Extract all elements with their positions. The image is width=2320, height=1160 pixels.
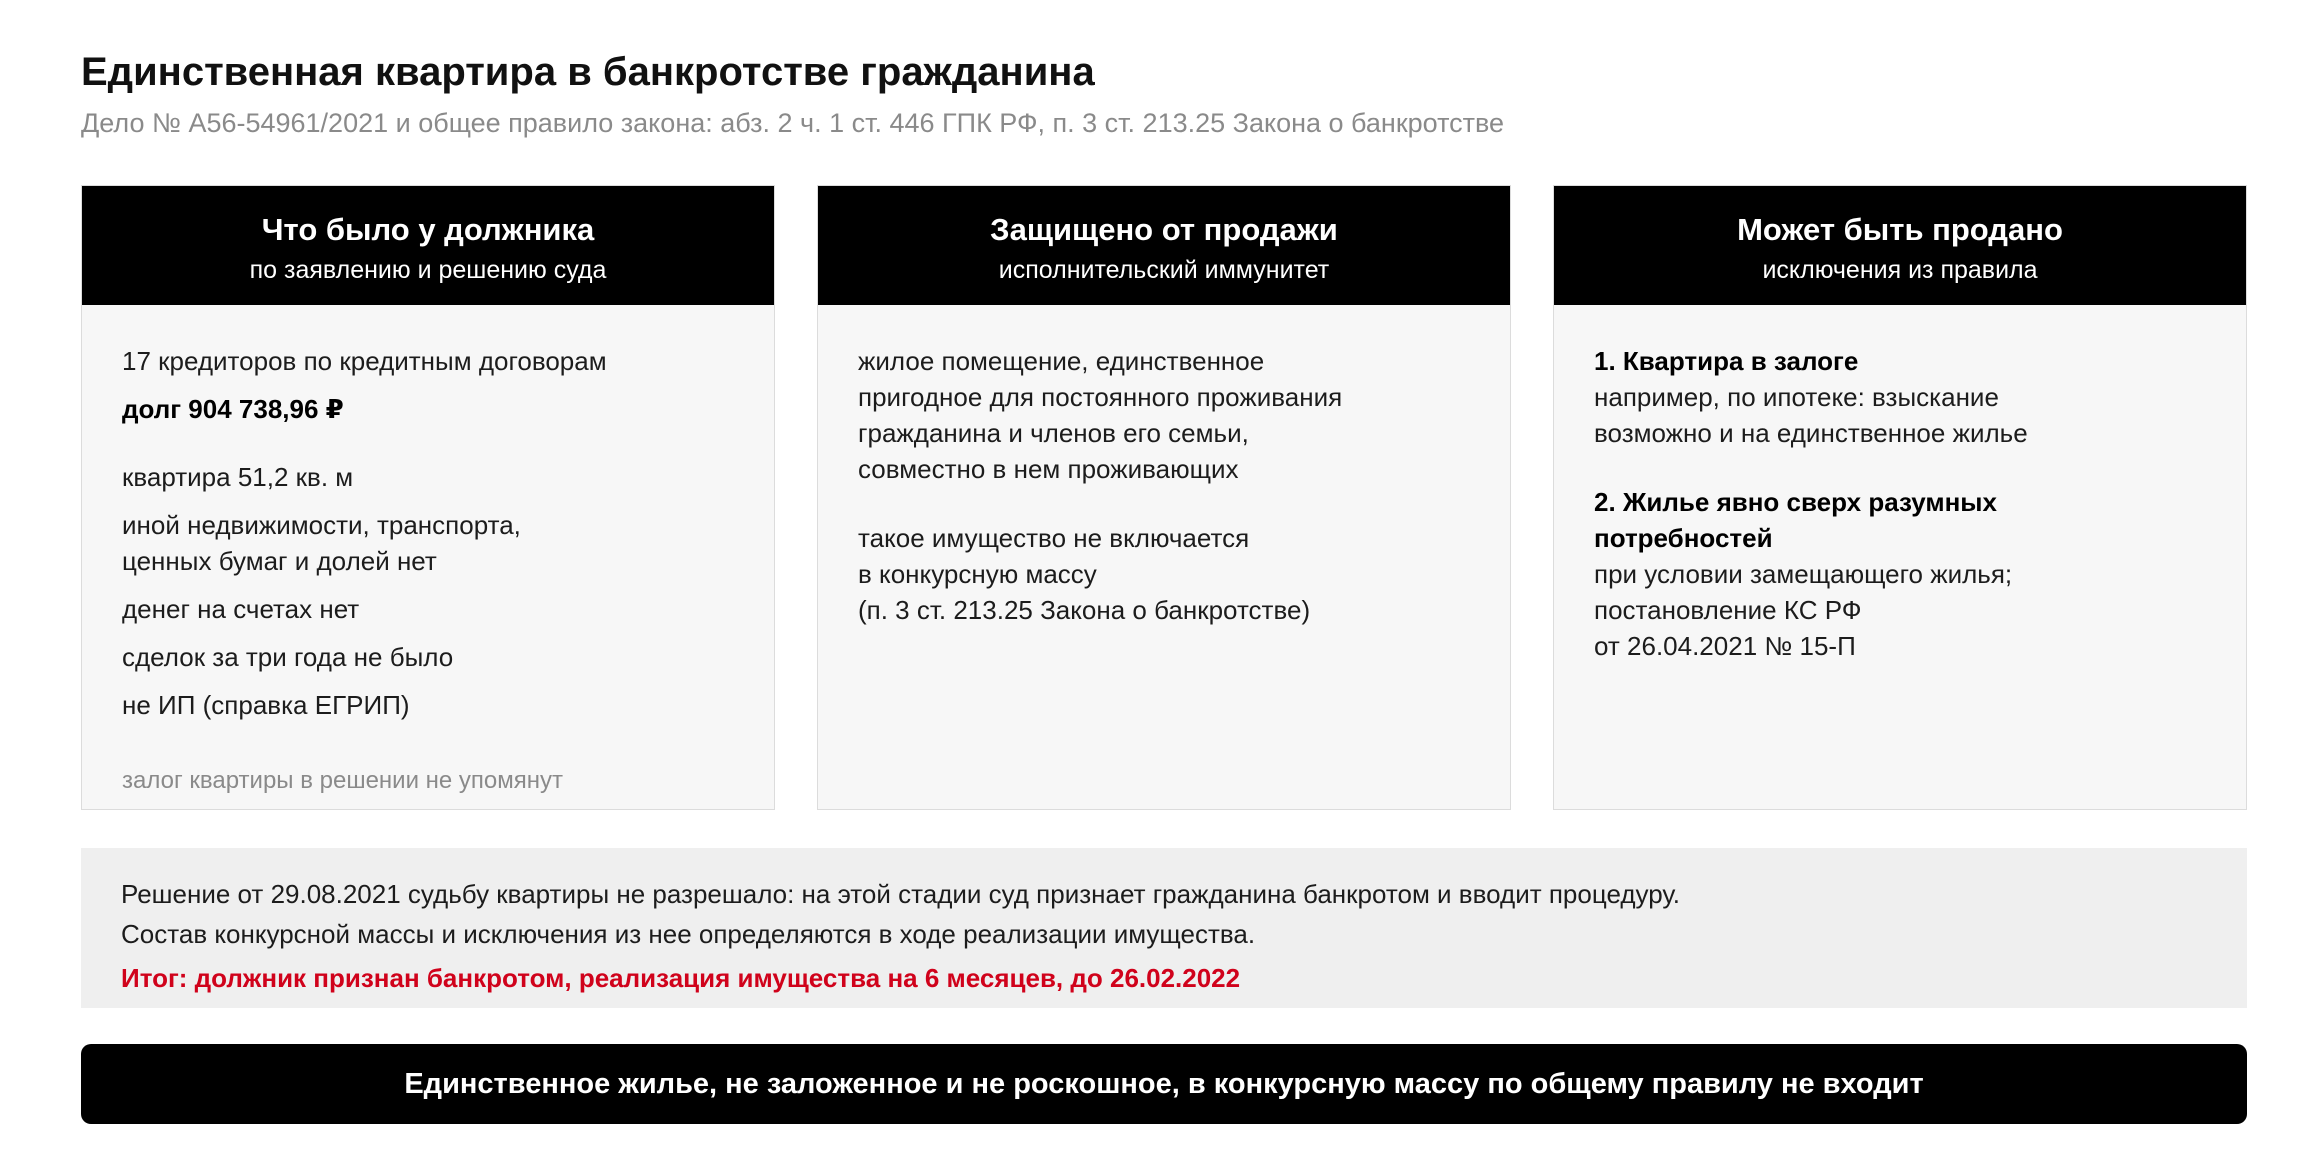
other-property-line-1: иной недвижимости, транспорта, bbox=[122, 510, 521, 540]
protected-text-line: жилое помещение, единственное bbox=[858, 346, 1265, 376]
exception-2-heading: 2. Жилье явно сверх разумных bbox=[1594, 487, 1997, 517]
column-header bbox=[818, 186, 1510, 305]
protected-rule-citation: (п. 3 ст. 213.25 Закона о банкротстве) bbox=[858, 595, 1311, 625]
column-header bbox=[1554, 186, 2246, 305]
columns-row bbox=[81, 185, 2247, 810]
column-body bbox=[82, 305, 774, 799]
column-subtitle: по заявлению и решению суда bbox=[249, 256, 607, 284]
column-debtor-assets bbox=[81, 185, 775, 810]
protected-rule-line: такое имущество не включается bbox=[858, 523, 1250, 553]
exception-1-text: возможно и на единственное жилье bbox=[1594, 418, 2028, 448]
exception-2-heading: потребностей bbox=[1594, 523, 1773, 553]
column-can-be-sold bbox=[1553, 185, 2247, 810]
exception-2-text: при условии замещающего жилья; bbox=[1594, 559, 2013, 589]
exception-1-heading: 1. Квартира в залоге bbox=[1594, 346, 1859, 376]
protected-text-line: гражданина и членов его семьи, bbox=[858, 418, 1249, 448]
protected-text-line: совместно в нем проживающих bbox=[858, 454, 1239, 484]
page-subtitle: Дело № А56-54961/2021 и общее правило закона: абз. 2 ч. 1 ст. 446 ГПК РФ, п. 3 ст. 213.25 Закона о банкротстве bbox=[81, 108, 1505, 138]
other-property-line-2: ценных бумаг и долей нет bbox=[122, 546, 437, 576]
summary-line: Решение от 29.08.2021 судьбу квартиры не разрешало: на этой стадии суд признает гражданина банкротом и вводит процедуру. bbox=[121, 879, 1681, 909]
exception-2-text: постановление КС РФ bbox=[1594, 595, 1862, 625]
column-title: Может быть продано bbox=[1737, 212, 2063, 247]
page-title: Единственная квартира в банкротстве гражданина bbox=[81, 50, 1095, 94]
accounts-line: денег на счетах нет bbox=[122, 594, 360, 624]
protected-rule-line: в конкурсную массу bbox=[858, 559, 1097, 589]
protected-text-line: пригодное для постоянного проживания bbox=[858, 382, 1343, 412]
column-header bbox=[82, 186, 774, 305]
creditors-line: 17 кредиторов по кредитным договорам bbox=[122, 346, 607, 376]
exception-2-text: от 26.04.2021 № 15-П bbox=[1594, 631, 1856, 661]
summary-box bbox=[81, 848, 2247, 1008]
column-body bbox=[1554, 305, 2246, 664]
apartment-line: квартира 51,2 кв. м bbox=[122, 462, 354, 492]
column-subtitle: исполнительский иммунитет bbox=[998, 256, 1330, 284]
column-protected bbox=[817, 185, 1511, 810]
column-title: Защищено от продажи bbox=[990, 212, 1338, 247]
pledge-note: залог квартиры в решении не упомянут bbox=[122, 767, 564, 794]
summary-line: Состав конкурсной массы и исключения из нее определяются в ходе реализации имущества. bbox=[121, 919, 1256, 949]
column-body bbox=[818, 305, 1510, 628]
egrip-line: не ИП (справка ЕГРИП) bbox=[122, 690, 410, 720]
column-title: Что было у должника bbox=[261, 212, 595, 247]
conclusion-banner: Единственное жилье, не заложенное и не роскошное, в конкурсную массу по общему правилу не входит bbox=[81, 1044, 2247, 1124]
debt-line: долг 904 738,96 ₽ bbox=[122, 394, 344, 424]
exception-1-text: например, по ипотеке: взыскание bbox=[1594, 382, 1999, 412]
summary-result: Итог: должник признан банкротом, реализация имущества на 6 месяцев, до 26.02.2022 bbox=[121, 963, 1241, 993]
column-subtitle: исключения из правила bbox=[1762, 256, 2038, 284]
deals-line: сделок за три года не было bbox=[122, 642, 454, 672]
